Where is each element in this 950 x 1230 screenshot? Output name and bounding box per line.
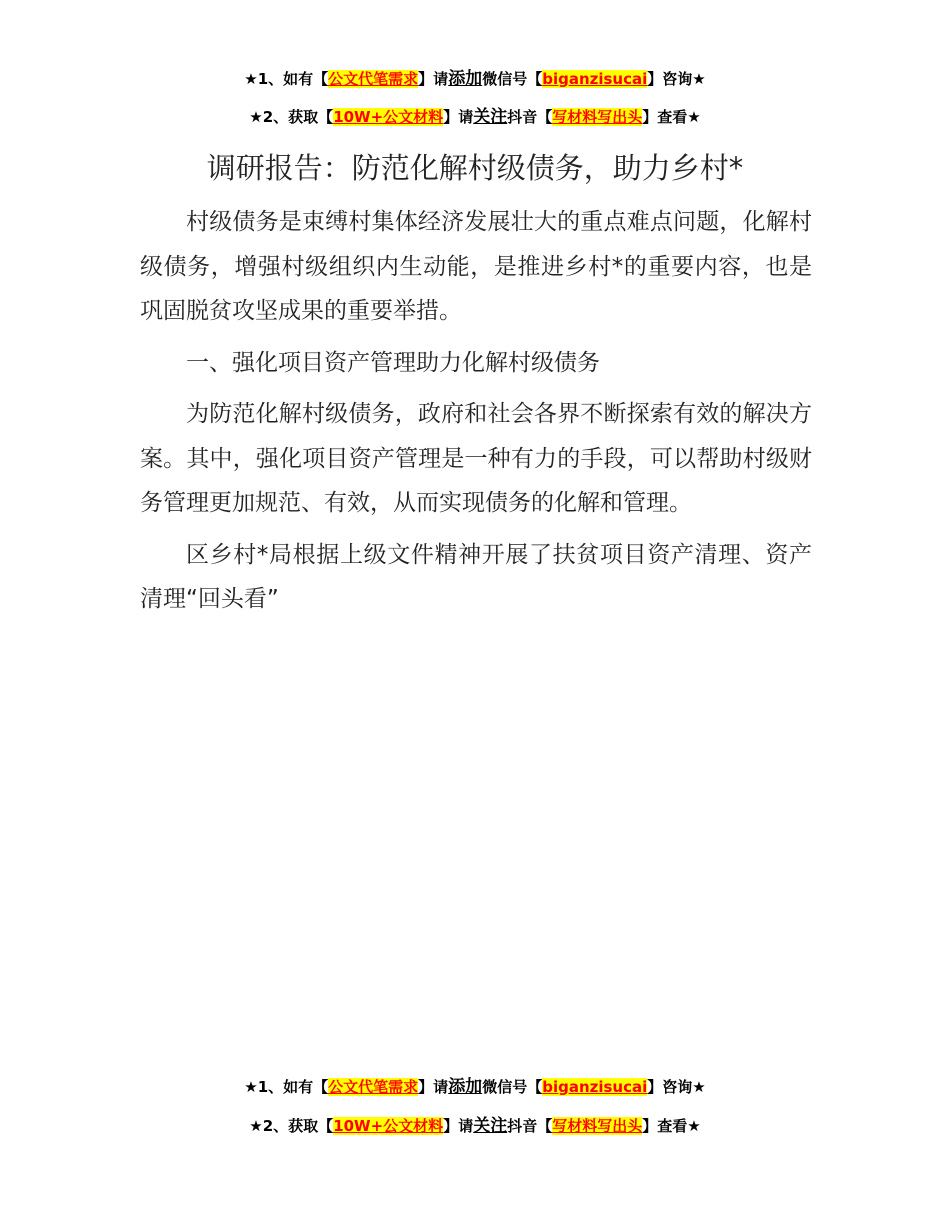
document-title: 调研报告：防范化解村级债务，助力乡村*	[206, 151, 744, 185]
banner-text: 抖音【	[507, 108, 553, 126]
banner-text: 】请	[418, 70, 449, 88]
banner-text: ★2、获取【	[249, 1117, 334, 1135]
underlined-word: 添加	[448, 69, 483, 89]
banner-text: 】咨询★	[647, 70, 706, 88]
bottom-banner-line-2	[0, 1115, 950, 1137]
underlined-word: 添加	[448, 1077, 483, 1097]
banner-text: 】请	[443, 108, 474, 126]
section-heading: 一、强化项目资产管理助力化解村级债务	[186, 349, 600, 376]
banner-text: 】请	[443, 1117, 474, 1135]
banner-text: ★1、如有【	[244, 70, 329, 88]
underlined-word: 关注	[473, 1116, 508, 1136]
document-body	[140, 200, 812, 629]
paragraph-solutions: 为防范化解村级债务，政府和社会各界不断探索有效的解决方案。其中，强化项目资产管理是一种有力的手段，可以帮助村级财务管理更加规范、有效，从而实现债务的化解和管理。	[140, 401, 812, 516]
banner-text: 】请	[418, 1078, 449, 1096]
banner-text: 】咨询★	[647, 1078, 706, 1096]
paragraph-district: 区乡村*局根据上级文件精神开展了扶贫项目资产清理、资产清理“回头看”	[140, 541, 812, 612]
highlight-materials: 10W+公文材料	[333, 1117, 444, 1135]
highlight-service: 公文代笔需求	[328, 1078, 419, 1096]
bottom-banner-line-1	[0, 1076, 950, 1098]
highlight-wechat-id: biganzisucai	[542, 70, 648, 88]
underlined-word: 关注	[473, 107, 508, 127]
paragraph-intro: 村级债务是束缚村集体经济发展壮大的重点难点问题，化解村级债务，增强村级组织内生动能，是推进乡村*的重要内容，也是巩固脱贫攻坚成果的重要举措。	[140, 209, 812, 324]
highlight-douyin-account: 写材料写出头	[552, 108, 643, 126]
banner-text: ★2、获取【	[249, 108, 334, 126]
highlight-douyin-account: 写材料写出头	[552, 1117, 643, 1135]
highlight-materials: 10W+公文材料	[333, 108, 444, 126]
top-banner-line-1	[0, 68, 950, 90]
top-banner-line-2	[0, 106, 950, 128]
banner-text: 】查看★	[642, 108, 701, 126]
banner-text: 微信号【	[482, 1078, 543, 1096]
highlight-wechat-id: biganzisucai	[542, 1078, 648, 1096]
banner-text: 微信号【	[482, 70, 543, 88]
banner-text: 抖音【	[507, 1117, 553, 1135]
banner-text: 】查看★	[642, 1117, 701, 1135]
highlight-service: 公文代笔需求	[328, 70, 419, 88]
banner-text: ★1、如有【	[244, 1078, 329, 1096]
